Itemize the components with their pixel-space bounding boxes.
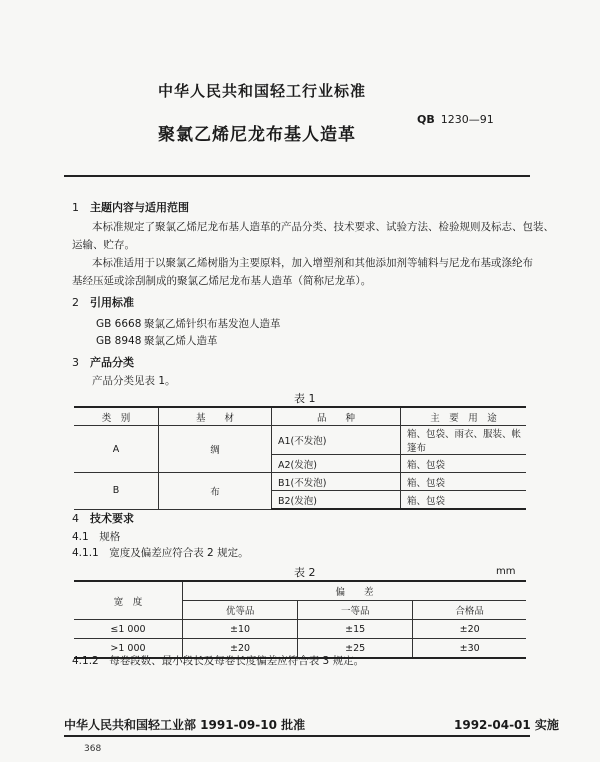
section-1-heading (72, 199, 189, 215)
page-number: 368 (84, 744, 102, 754)
column-header-base: 基 材 (159, 407, 272, 426)
deviation-cell: ±30 (413, 639, 526, 659)
table-1-caption: 表 1 (294, 392, 316, 405)
deviation-cell: ±20 (183, 639, 298, 659)
column-header-width: 宽 度 (74, 581, 183, 620)
subsection-4-1: 4.1 规格 (72, 531, 121, 543)
variety-cell: B2(发泡) (272, 491, 401, 510)
variety-cell: A2(发泡) (272, 455, 401, 473)
column-header-use: 主 要 用 途 (401, 407, 527, 426)
reference-item (96, 333, 218, 348)
deviation-cell: ±10 (183, 620, 298, 639)
category-cell: A (74, 426, 159, 473)
subsection-4-1-2: 4.1.2 每卷段数、最小段长及每卷长度偏差应符合表 3 规定。 (72, 655, 365, 667)
section-2-number: 2 (72, 296, 79, 309)
grade-header: 优等品 (183, 601, 298, 620)
standard-number (417, 113, 494, 126)
use-cell: 箱、包袋、雨衣、服装、帐篷布 (401, 426, 527, 455)
base-material-cell: 布 (159, 473, 272, 510)
reference-code: GB 8948 (96, 335, 142, 347)
header-divider (64, 175, 530, 177)
column-header-category: 类 别 (74, 407, 159, 426)
base-material-cell: 绸 (159, 426, 272, 473)
reference-item (96, 316, 281, 331)
grade-header: 一等品 (298, 601, 413, 620)
reference-title: 聚氯乙烯人造革 (144, 335, 218, 347)
table-row (74, 473, 526, 491)
section-2-title: 引用标准 (90, 296, 134, 309)
section-1-number: 1 (72, 201, 79, 214)
table-header-row (74, 407, 526, 426)
section-3-heading (72, 354, 134, 370)
section-4-number: 4 (72, 512, 79, 525)
table-1 (74, 406, 526, 510)
table-row (74, 426, 526, 455)
effective-date: 1992-04-01 实施 (454, 718, 559, 732)
section-3-title: 产品分类 (90, 356, 134, 369)
section-1-paragraph-2-line-2: 基经压延或涂刮制成的聚氯乙烯尼龙布基人造革（简称尼龙革）。 (72, 275, 372, 287)
section-3-number: 3 (72, 356, 79, 369)
section-1-paragraph-1-line-2: 运输、贮存。 (72, 239, 135, 251)
section-4-heading (72, 510, 134, 526)
use-cell: 箱、包袋 (401, 455, 527, 473)
variety-cell: B1(不发泡) (272, 473, 401, 491)
grade-header: 合格品 (413, 601, 526, 620)
section-4-title: 技术要求 (90, 512, 134, 525)
issuing-organization: 中华人民共和国轻工行业标准 (158, 82, 367, 100)
category-cell: B (74, 473, 159, 510)
deviation-cell: ±15 (298, 620, 413, 639)
table-header-row (74, 581, 526, 601)
reference-code: GB 6668 (96, 318, 142, 330)
section-1-paragraph-1-line-1: 本标准规定了聚氯乙烯尼龙布基人造革的产品分类、技术要求、试验方法、检验规则及标志、包装、 (92, 221, 554, 233)
use-cell: 箱、包袋 (401, 491, 527, 510)
section-3-intro: 产品分类见表 1。 (92, 375, 176, 387)
use-cell: 箱、包袋 (401, 473, 527, 491)
reference-title: 聚氯乙烯针织布基发泡人造革 (144, 318, 281, 330)
subsection-4-1-1: 4.1.1 宽度及偏差应符合表 2 规定。 (72, 547, 249, 559)
document-title: 聚氯乙烯尼龙布基人造革 (158, 125, 356, 145)
table-2-unit: mm (496, 566, 516, 577)
column-header-variety: 品 种 (272, 407, 401, 426)
section-1-title: 主题内容与适用范围 (90, 201, 189, 214)
column-header-deviation: 偏 差 (183, 581, 527, 601)
table-row (74, 620, 526, 639)
table-2-caption: 表 2 (294, 566, 316, 579)
deviation-cell: ±25 (298, 639, 413, 659)
deviation-cell: ±20 (413, 620, 526, 639)
variety-cell: A1(不发泡) (272, 426, 401, 455)
approval-line: 中华人民共和国轻工业部 1991-09-10 批准 (64, 718, 306, 732)
standard-prefix: QB (417, 113, 435, 126)
section-1-paragraph-2-line-1: 本标准适用于以聚氯乙烯树脂为主要原料，加入增塑剂和其他添加剂等辅料与尼龙布基或涤纶布 (92, 257, 533, 269)
section-2-heading (72, 294, 134, 310)
standard-code: 1230—91 (440, 113, 494, 126)
width-cell: >1 000 (74, 639, 183, 659)
footer-divider (64, 735, 530, 737)
table-2 (74, 580, 526, 659)
width-cell: ≤1 000 (74, 620, 183, 639)
